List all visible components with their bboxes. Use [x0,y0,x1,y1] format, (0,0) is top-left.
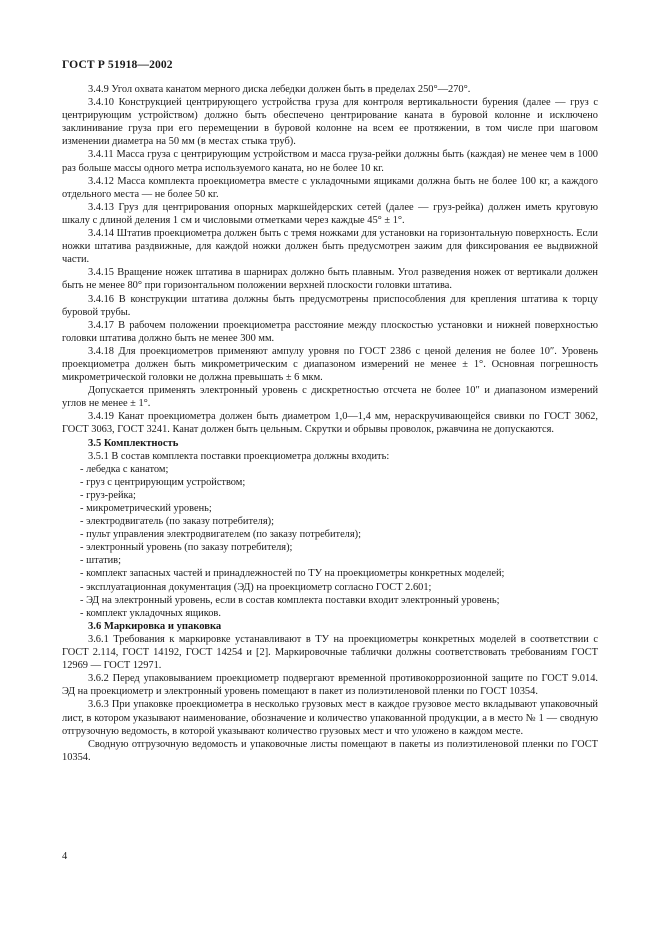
list-item: - груз-рейка; [62,489,598,502]
paragraph-3-6-1: 3.6.1 Требования к маркировке устанавливают в ТУ на проекциометры конкретных моделей в соответствии с ГОСТ 2.114, ГОСТ 14192, ГОСТ 14254 и [2]. Маркировочные таблички должны соответствовать требованиям ГОСТ 12969 — ГОСТ 12971. [62,633,598,672]
list-item: - электронный уровень (по заказу потребителя); [62,541,598,554]
paragraph-3-4-19: 3.4.19 Канат проекциометра должен быть диаметром 1,0—1,4 мм, нераскручивающейся свивки по ГОСТ 3062, ГОСТ 3063, ГОСТ 3241. Канат должен быть цельным. Скрутки и обрывы проволок, ржавчина не допускаются. [62,411,598,436]
list-item: - комплект укладочных ящиков. [62,607,598,620]
list-item: - эксплуатационная документация (ЭД) на проекциометр согласно ГОСТ 2.601; [62,581,598,594]
paragraph-3-4-14: 3.4.14 Штатив проекциометра должен быть с тремя ножками для установки на горизонтальную поверхность. Если ножки штатива раздвижные, для каждой ножки должен быть предусмотрен зажим для фиксирования ее выдвижной части. [62,228,598,266]
paragraph-3-4-18: 3.4.18 Для проекциометров применяют ампулу уровня по ГОСТ 2386 с ценой деления не более 10″. Уровень проекциометра должен быть микрометрическим с диапазоном измерений не менее ± 1°. Основная погрешность микрометрической головки не должна превышать ± 6 мкм. [62,345,598,384]
paragraph-3-6-3-note: Сводную отгрузочную ведомость и упаковочные листы помещают в пакеты из полиэтиленовой пленки по ГОСТ 10354. [62,738,598,763]
document-header: ГОСТ Р 51918—2002 [62,58,173,71]
list-item: - комплект запасных частей и принадлежностей по ТУ на проекциометры конкретных моделей; [62,567,598,580]
paragraph-3-4-16: 3.4.16 В конструкции штатива должны быть предусмотрены приспособления для крепления штатива к торцу буровой трубы. [62,293,598,318]
list-item: - ЭД на электронный уровень, если в состав комплекта поставки входит электронный уровень; [62,594,598,607]
delivery-set-list [62,463,598,620]
section-heading-3-5: 3.5 Комплектность [88,437,179,449]
paragraph-3-4-12: 3.4.12 Масса комплекта проекциометра вместе с укладочными ящиками должна быть не более 100 кг, а каждого отдельного места — не более 50 кг. [62,175,598,200]
paragraph-3-4-17: 3.4.17 В рабочем положении проекциометра расстояние между плоскостью установки и нижней поверхностью головки штатива должно быть не менее 300 мм. [62,319,598,344]
list-item: - электродвигатель (по заказу потребителя); [62,515,598,528]
list-item: - штатив; [62,554,598,567]
document-body [62,83,598,764]
paragraph-3-6-3: 3.6.3 При упаковке проекциометра в несколько грузовых мест в каждое грузовое место вкладывают упаковочный лист, в котором указывают наименование, обозначение и количество упакованной продукции, а в место № 1 — сводную отгрузочную ведомость, в которой указывают количество грузовых мест и что уложено в каждом месте. [62,699,598,737]
paragraph-3-6-2: 3.6.2 Перед упаковыванием проекциометр подвергают временной противокоррозионной защите по ГОСТ 9.014. ЭД на проекциометр и электронный уровень помещают в пакет из полиэтиленовой пленки по ГОСТ 10354. [62,673,598,698]
paragraph-3-4-10: 3.4.10 Конструкцией центрирующего устройства груза для контроля вертикальности бурения (далее — груз с центрирующим устройством) должно быть обеспечено центрирование каната в буровой колонне и исключено заклинивание груза при его перемещении в буровой колонне на всем ее протяжении, в том числе при шаговом изменении диаметра на 50 мм (в местах стыка труб). [62,97,598,148]
paragraph-3-4-9: 3.4.9 Угол охвата канатом мерного диска лебедки должен быть в пределах 250°—270°. [88,84,471,95]
list-item: - лебедка с канатом; [62,463,598,476]
paragraph-3-4-18-note: Допускается применять электронный уровень с дискретностью отсчета не более 10″ и диапазоном измерений углов не менее ± 1°. [62,385,598,410]
page-number: 4 [62,851,68,862]
paragraph-3-4-15: 3.4.15 Вращение ножек штатива в шарнирах должно быть плавным. Угол разведения ножек от вертикали должен быть не менее 80° при горизонтальном положении верхней плоскости головки штатива. [62,267,598,292]
list-item: - пульт управления электродвигателем (по заказу потребителя); [62,528,598,541]
paragraph-3-4-13: 3.4.13 Груз для центрирования опорных маркшейдерских сетей (далее — груз-рейка) должен иметь круговую шкалу с длиной деления 1 см и числовыми отметками через каждые 45° ± 1°. [62,201,598,226]
paragraph-3-4-11: 3.4.11 Масса груза с центрирующим устройством и масса груза-рейки должны быть (каждая) не менее чем в 1000 раз больше массы одного метра используемого каната, но не более 10 кг. [62,149,598,174]
list-item: - груз с центрирующим устройством; [62,476,598,489]
list-item: - микрометрический уровень; [62,502,598,515]
section-heading-3-6: 3.6 Маркировка и упаковка [88,620,222,632]
paragraph-3-5-1: 3.5.1 В состав комплекта поставки проекциометра должны входить: [88,450,390,462]
